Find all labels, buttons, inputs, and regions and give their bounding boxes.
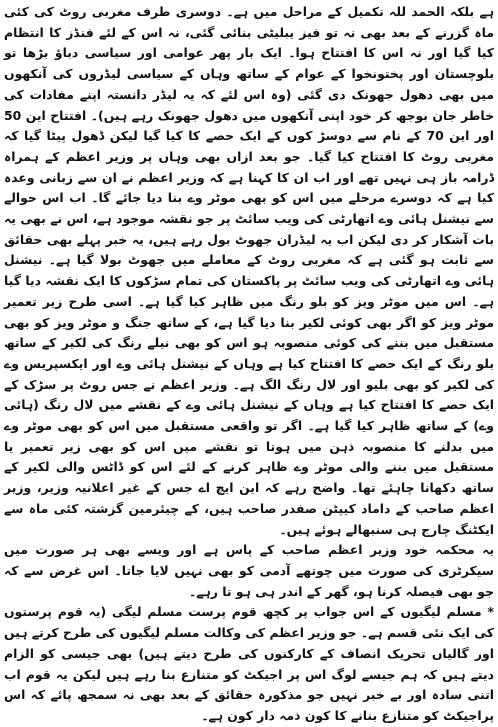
- article-paragraph: ہے بلکہ الحمد للہ تکمیل کے مراحل میں ہے۔ دوسری طرف مغربی روٹ کی کئی ماہ گزرنے کے بعد بھی نہ تو فیز یبلیٹی بنائی گئی، نہ اس کے لئے فنڈز کا انتظام کیا گیا اور نہ اس کا افتتاح ہوا۔ ایک بار پھر عوامی اور سیاسی دباؤ بڑھا تو بلوچستان اور پختونخوا کے عوام کے ساتھ وہاں کے سیاسی لیڈروں کی آنکھوں میں بھی دھول جھونک دی گئی (وہ اس لئے کہ یہ لیڈر دانستہ اپنے مفادات کی خاطر جان بوجھ کر خود اپنی آنکھوں میں دھول جھونک رہے ہیں)۔ افتتاح این 50 اور این 70 کے نام سے دوسڑ کوں کے ایک حصے کا کیا گیا لیکن ڈھول پیٹا گیا کہ مغربی روٹ کا افتتاح کیا گیا۔ جو بعد ازاں بھی وہاں پر وزیر اعظم کے ہمراہ ڈرامہ باز ہی نہیں تھے اور اب ان کا کہنا ہے کہ وزیر اعظم نے ان سے زبانی وعدہ کیا ہے کہ دوسرے مرحلے میں اس کو بھی موٹر وے بنا دیا جائے گا۔ اب اس حوالے سے نیشنل ہائی وے اتھارٹی کی ویب سائٹ پر جو نقشہ موجود ہے، اس نے بھی یہ بات آشکار کر دی لیکن اب یہ لیڈران جھوٹ بول رہے ہیں، یہ خبر پہلے بھی حقائق سے ثابت ہو گئی ہے کہ مغربی روٹ کے معاملے میں جھوٹ بولا گیا ہے۔ نیشنل ہائی وے اتھارٹی کی ویب سائٹ پر پاکستان کی تمام سڑکوں کا ایک نقشہ دیا گیا ہے۔ اس میں موٹر ویز کو بلو رنگ میں ظاہر کیا گیا ہے۔ اسی طرح زیر تعمیر موٹر ویز کو اگر بھی کوئی لکیر بنا دیا گیا ہے، کے ساتھ جنگ و موٹر ویز کو بھی مستقبل میں بننے کی کوئی منصوبہ ہو اس کو بھی نیلے رنگ کی لکیر کے ساتھ بلو رنگ کے ایک حصے کا افتتاح کیا ہے وہاں کے نیشنل ہائی وے اور ایکسپریس وے کی لکیر کو بھی بلیو اور لال رنگ الگ ہے۔ وزیر اعظم نے جس روٹ پر سڑک کے ایک حصے کا افتتاح کیا ہے وہاں کے نیشنل ہائی وے کے نقشے میں لال رنگ (ہائی وے) کے ساتھ ظاہر کیا گیا ہے۔ اگر تو واقعی مستقبل میں اس کو بھی موٹر وے میں بدلنے کا منصوبہ ذہن میں ہوتا تو نقشے میں اس کو بھی زیر تعمیر یا مستقبل میں بننے والی موٹر وے ظاہر کرنے کے لئے اس کو ڈاٹس والی لکیر کے ساتھ دکھانا چاہئے تھا۔ واضح رہے کہ این ایچ اے جس کے غیر اعلانیہ وزیر، وزیر اعظم صاحب کے داماد کیپٹن صفدر صاحب ہیں، کے چیئرمین گزشتہ کئی ماہ سے ایکٹنگ چارج ہی سنبھالے ہوئے ہیں۔: [4, 4, 494, 537]
- article-body: [4, 2, 494, 727]
- article-paragraph: یہ محکمہ خود وزیر اعظم صاحب کے پاس ہے اور ویسے بھی ہر صورت میں سیکرٹری کی صورت میں چوتھے آدمی کو بھی نہیں لایا جاتا۔ اس غرض سے کہ جو بھی فیصلہ کرنا ہو، گھر کے اندر ہی ہو تا رہے۔: [4, 542, 494, 599]
- article-paragraph: * مسلم لیگیوں کے اس جواب پر کچھ قوم پرست مسلم لیگی (یہ قوم پرستوں کی ایک نئی قسم ہے۔ جو وزیر اعظم کی وکالت مسلم لیگیوں کی طرح کرتے ہیں اور گالیاں تحریک انصاف کے کارکنوں کی طرح دیتے ہیں) بھی جیسی کو الزام دیتے ہیں کہ ہم جیسے لوگ اس پر اجیکٹ کو متنازع بنا رہے ہیں لیکن یہ قوم اب اتنی سادہ اور بے خبر نہیں جو مذکورہ حقائق کے بعد بھی نہ سمجھ پائے کہ اس پراجیکٹ کو متنازع بنانے کا کون ذمہ دار کون ہے۔: [4, 604, 494, 723]
